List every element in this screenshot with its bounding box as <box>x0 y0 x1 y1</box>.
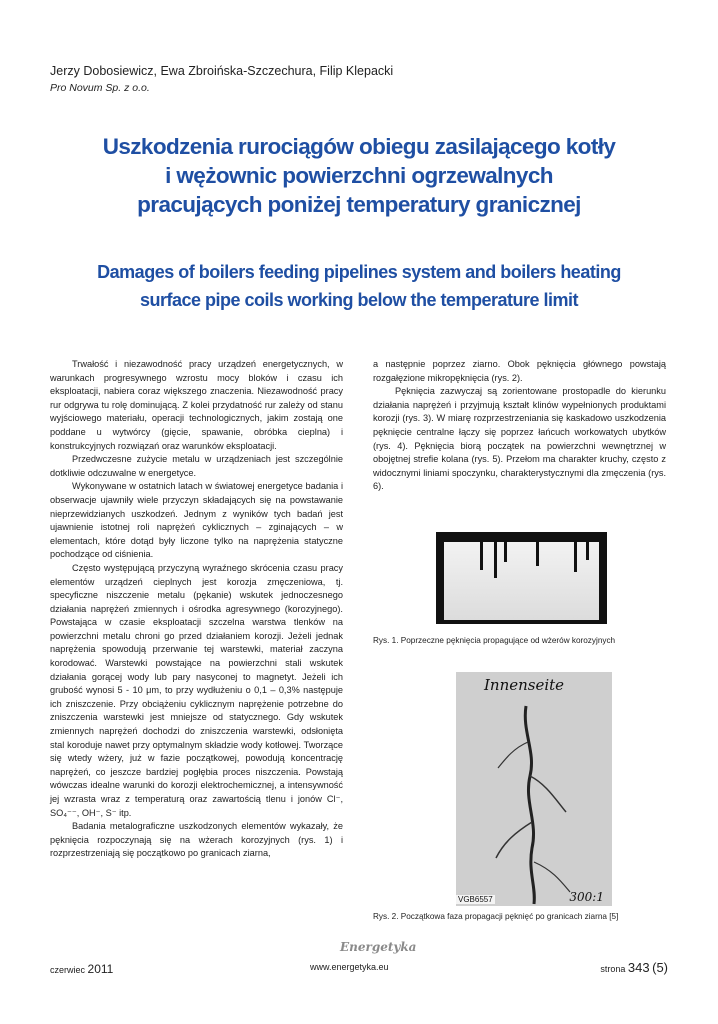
crack-mark <box>504 542 507 562</box>
paragraph: Trwałość i niezawodność pracy urządzeń energetycznych, w warunkach progresywnego wzrostu mocy bloków i czasu ich eksploatacji, nabiera coraz większego znaczenia. Niezawodność pracy rur odgrywa tu rolę dominującą. Z kolei przydatność rur zależy od stanu wyjściowego materiału, operacji technologicznych, jakim zostają one poddane u wytwórcy (gięcie, spawanie, obróbka cieplna) i konstrukcyjnych rozwiązań oraz warunków eksploatacji. <box>50 359 343 451</box>
crack-mark <box>536 542 539 566</box>
title-polish-line: i wężownic powierzchni ogrzewalnych <box>165 163 553 188</box>
paragraph: a następnie poprzez ziarno. Obok pęknięcia głównego powstają rozgałęzione mikropęknięcia (rys. 2). <box>373 359 666 383</box>
figure-2-label: Innenseite <box>484 676 565 694</box>
paragraph: Często występującą przyczyną wyraźnego skrócenia czasu pracy elementów urządzeń cieplnych jest korozja zmęczeniowa, tj. specyficzne niszczenie metalu (pękanie) wskutek jednoczesnego działania naprężeń zmiennych i ośrodka agresywnego (korozyjnego). Powstająca w czasie eksploatacji szczelna warstwa tlenków na powierzchni metalu chroni go przed działaniem korozji. Jeżeli jednak naprężenia spowodują przerwanie tej warstewki, materiał zaczyna korodować. Warstewki powstające na powierzchni stali wskutek działania gorącej wody lub pary nasyconej to magnetyt. Jeżeli ich grubość wynosi 5 - 10 μm, to przy wydłużeniu o 0,1 – 0,3% następuje ich zniszczenie. Przy obciążeniu cyklicznym naprężenie potrzebne do zniszczenia warstewki jest mniejsze od statycznego. Gdy wskutek zmiennych naprężeń dochodzi do zniszczenia warstewki, odsłonięta stal koroduje nawet przy optymalnym składzie wody kotłowej. Tworzące się wtedy wżery, już w fazie początkowej, powodują koncentrację naprężeń, co jeszcze bardziej pogłębia proces niszczenia. Powstają wówczas idealne warunki do korozji elektrochemicznej, a intensywność jej wzrasta wraz z temperaturą oraz zawartością tlenu i jonów Cl⁻, SO₄⁻⁻, OH⁻, S⁻ itp. <box>50 562 343 818</box>
affiliation: Pro Novum Sp. z o.o. <box>50 82 150 94</box>
footer-url[interactable]: www.energetyka.eu <box>310 962 389 972</box>
crack-mark <box>574 542 577 572</box>
crack-mark <box>586 542 589 560</box>
title-polish-line: pracujących poniżej temperatury granicznej <box>137 192 581 217</box>
energetyka-logo: Energetyka <box>340 940 417 954</box>
figure-1-caption: Rys. 1. Poprzeczne pęknięcia propagujące od wżerów korozyjnych <box>373 636 616 645</box>
paragraph: Wykonywane w ostatnich latach w światowej energetyce badania i obserwacje ujawniły wiele przyczyn składających się na powstawanie nieprzewidzianych uszkodzeń. Jednym z wyników tych badań jest ujawnienie istotnej roli naprężeń cyklicznych – zginających – w elementach, które dotąd były liczone tylko na naprężenia statyczne pochodzące od ciśnienia. <box>50 481 343 560</box>
figure-2-code: VGB6557 <box>458 895 493 904</box>
figure-1-image <box>436 532 607 624</box>
title-english-line: Damages of boilers feeding pipelines system and boilers heating <box>97 262 621 282</box>
figure-2-caption: Rys. 2. Początkowa faza propagacji pęknięć po granicach ziarna [5] <box>373 912 619 921</box>
title-polish-line: Uszkodzenia rurociągów obiegu zasilającego kotły <box>102 134 616 159</box>
footer-page-number: 343 <box>627 960 650 975</box>
footer-page <box>600 960 668 975</box>
title-polish <box>40 132 678 219</box>
left-column <box>50 358 343 861</box>
paragraph: Badania metalograficzne uszkodzonych elementów wykazały, że pęknięcia rozpoczynają się na wżerach korozyjnych (rys. 1) i rozprzestrzeniają się początkowo po granicach ziarna, <box>50 821 343 859</box>
paragraph: Pęknięcia zazwyczaj są zorientowane prostopadle do kierunku działania naprężeń i przyjmują kształt klinów wypełnionych produktami korozji (rys. 3). W miarę rozprzestrzeniania się kaskadowo uszkodzenia pęknięcie centralne łączy się poprzez łańcuch workowatych ubytków (rys. 4). Pęknięcia biorą początek na powierzchni wewnętrznej w obojętnej strefie kolana (rys. 5). Przełom ma charakter kruchy, często z widocznymi liniami spoczynku, charakterystycznymi dla zmęczenia (rys. 6). <box>373 386 666 492</box>
footer-issue: (5) <box>652 960 668 975</box>
figure-2-magnification: 300:1 <box>569 890 604 904</box>
right-column <box>373 358 666 494</box>
crack-mark <box>494 542 497 578</box>
paragraph: Przedwczesne zużycie metalu w urządzeniach jest szczególnie dotkliwie odczuwalne w energetyce. <box>50 454 343 478</box>
authors: Jerzy Dobosiewicz, Ewa Zbroińska-Szczechura, Filip Klepacki <box>50 64 394 78</box>
footer-year: 2011 <box>87 962 114 976</box>
footer-date <box>50 962 113 976</box>
footer-month: czerwiec <box>50 965 86 975</box>
title-english-line: surface pipe coils working below the temperature limit <box>139 290 579 310</box>
figure-2-image <box>456 672 612 906</box>
title-english <box>40 258 678 314</box>
crack-mark <box>480 542 483 570</box>
footer-page-label: strona <box>600 964 626 974</box>
micrograph-cracks <box>456 672 612 906</box>
